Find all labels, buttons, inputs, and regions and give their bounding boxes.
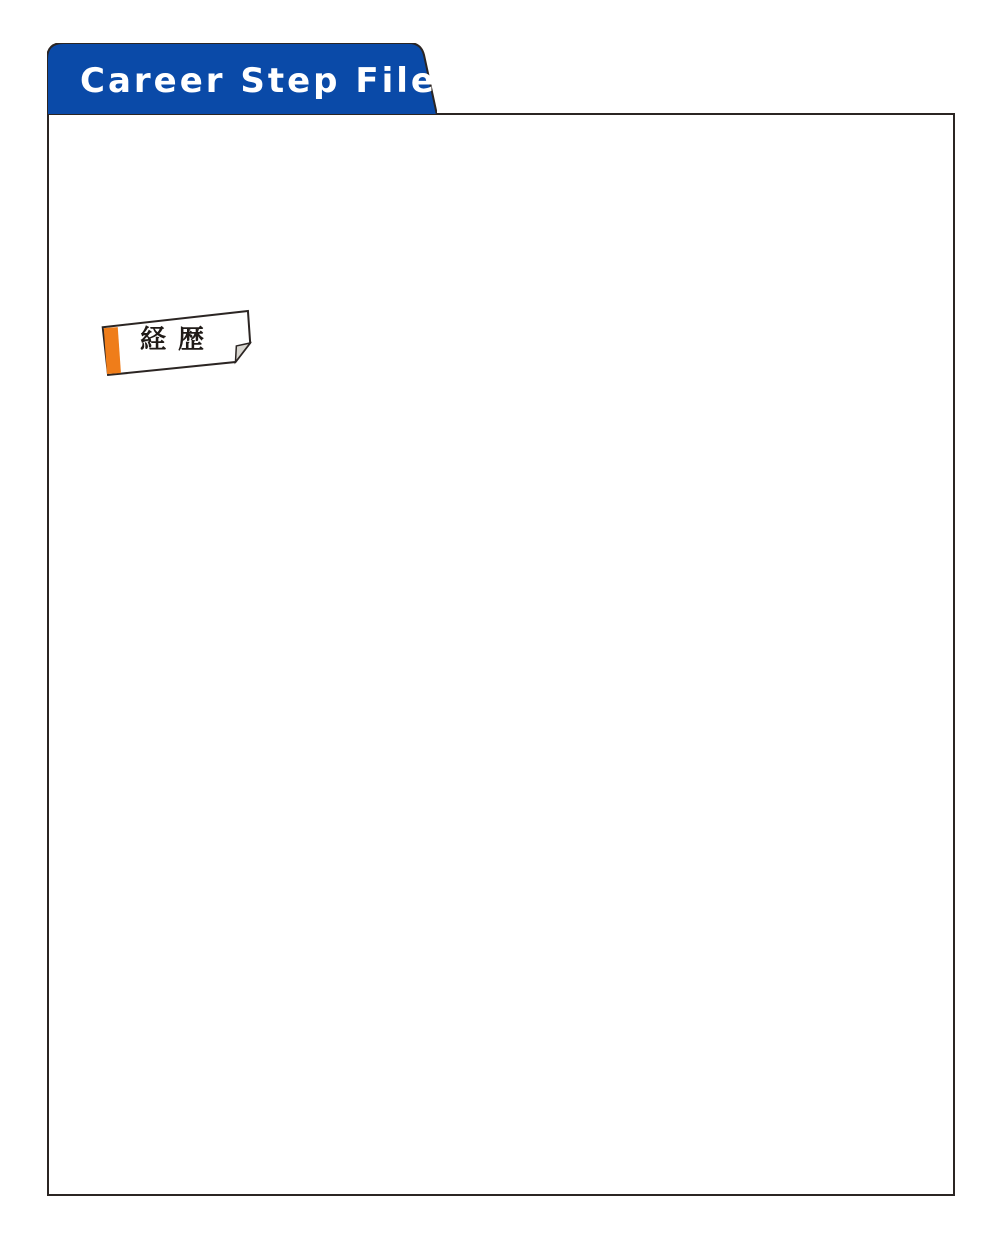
history-label: 経歴 xyxy=(140,325,217,355)
career-step-file-tab xyxy=(47,43,437,115)
tab-label: Career Step File xyxy=(80,61,437,101)
career-card xyxy=(47,113,955,1196)
history-label-tag xyxy=(100,308,256,378)
